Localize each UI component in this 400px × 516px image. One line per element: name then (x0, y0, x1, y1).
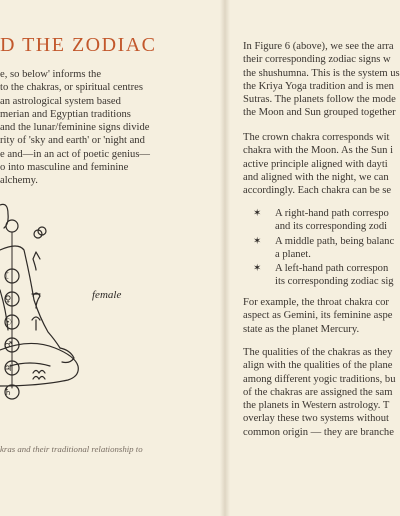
text-line: the Kriya Yoga tradition and is men (243, 80, 394, 92)
text-line: A middle path, being balanc (275, 235, 395, 247)
text-line: active principle aligned with dayti (243, 158, 388, 170)
star-bullet-icon: ✶ (253, 235, 262, 247)
text-line: o into masculine and feminine (0, 162, 129, 174)
caption-line: kras and their traditional relationship to (0, 444, 143, 454)
text-line: accordingly. Each chakra can be se (243, 185, 392, 197)
svg-text:♂: ♂ (3, 341, 13, 351)
figure-label-female: female (92, 289, 122, 301)
text-line: align with the qualities of the plane (243, 360, 393, 372)
meditating-figure-illustration (0, 180, 215, 430)
text-line: rity of 'sky and earth' or 'night and (0, 135, 145, 147)
svg-text:♄: ♄ (3, 388, 13, 398)
svg-text:☉: ☉ (3, 318, 13, 328)
right-paragraph-3 (243, 296, 400, 336)
text-line: overlay these two systems without (243, 413, 389, 425)
bullet-item (253, 262, 400, 289)
text-line: A left-hand path correspon (275, 263, 389, 275)
text-line: aspect as Gemini, its feminine aspe (243, 310, 393, 322)
text-line: merian and Egyptian traditions (0, 108, 131, 120)
text-line: their corresponding zodiac signs w (243, 54, 391, 66)
text-line: to the chakras, or spiritual centres (0, 82, 143, 94)
text-line: an astrological system based (0, 95, 121, 107)
bullet-item (253, 235, 400, 262)
chakra-figure (0, 180, 215, 430)
text-line: e and—in an act of poetic genius— (0, 148, 151, 160)
right-paragraph-1 (243, 40, 400, 120)
text-line: Sutras. The planets follow the mode (243, 94, 396, 106)
text-line: of the chakras are assigned the sam (243, 386, 393, 398)
text-line: e, so below' informs the (0, 69, 102, 80)
page-gutter (220, 0, 230, 516)
text-line: the planets in Western astrology. T (243, 400, 390, 412)
figure-caption (0, 443, 215, 455)
svg-text:♃: ♃ (3, 364, 13, 374)
text-line: and its corresponding zodi (275, 221, 388, 233)
right-page-text (243, 40, 400, 516)
svg-text:☾: ☾ (3, 272, 13, 282)
text-line: common origin — they are branche (243, 426, 394, 438)
text-line: In Figure 6 (above), we see the arra (243, 41, 394, 52)
text-line: and the lunar/feminine signs divide (0, 122, 150, 134)
text-line: A right-hand path correspo (275, 208, 389, 219)
text-line: The qualities of the chakras as they (243, 347, 393, 358)
text-line: the Moon and Sun grouped together (243, 107, 396, 119)
text-line: and aligned with the night, we can (243, 171, 389, 183)
text-line: alchemy. (0, 175, 38, 187)
text-line: For example, the throat chakra cor (243, 297, 389, 308)
right-paragraph-2 (243, 131, 400, 197)
text-line: state as the planet Mercury. (243, 323, 360, 335)
text-line: The crown chakra corresponds wit (243, 132, 390, 143)
text-line: the shushumna. This is the system us (243, 67, 400, 79)
svg-text:♀: ♀ (4, 295, 12, 305)
star-bullet-icon: ✶ (253, 263, 262, 275)
right-paragraph-4 (243, 346, 400, 439)
chapter-heading: D THE ZODIAC (0, 34, 157, 56)
bullet-list (253, 207, 400, 290)
star-bullet-icon: ✶ (253, 208, 262, 219)
bullet-item (253, 207, 400, 234)
text-line: its corresponding zodiac sig (275, 276, 394, 288)
text-line: among different yogic traditions, bu (243, 373, 396, 385)
text-line: chakra with the Moon. As the Sun i (243, 145, 394, 157)
left-paragraph (0, 68, 215, 188)
text-line: a planet. (275, 248, 311, 260)
